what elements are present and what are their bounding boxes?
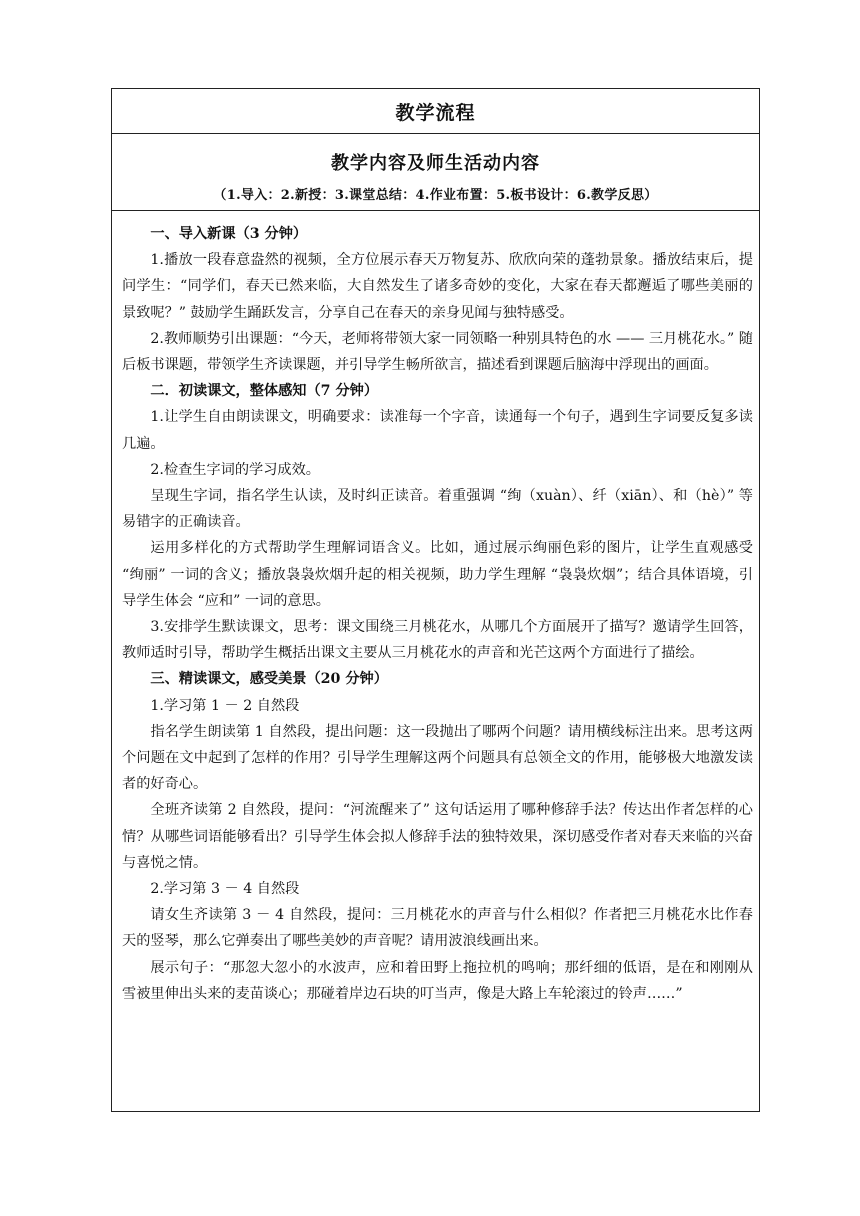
paragraph: 运用多样化的方式帮助学生理解词语含义。比如，通过展示绚丽色彩的图片，让学生直观感受 “绚丽” 一词的含义；播放袅袅炊烟升起的相关视频，助力学生理解 “袅袅炊烟”；结合具体语境，引导学生体会 “应和” 一词的意思。 <box>122 540 753 609</box>
paragraph: 1.播放一段春意盎然的视频，全方位展示春天万物复苏、欣欣向荣的蓬勃景象。播放结束后，提问学生：“同学们，春天已然来临，大自然发生了诸多奇妙的变化，大家在春天都邂逅了哪些美丽的景致呢？” 鼓励学生踊跃发言，分享自己在春天的亲身见闻与独特感受。 <box>122 252 753 321</box>
lesson-plan-table <box>111 88 760 1112</box>
section-heading: 二．初读课文，整体感知（7 分钟） <box>150 383 379 400</box>
paragraph: 1.学习第 1 － 2 自然段 <box>150 697 300 714</box>
content-header-row <box>112 134 759 211</box>
table-title-row <box>112 89 759 134</box>
table-title: 教学流程 <box>395 101 476 124</box>
paragraph: 2.学习第 3 － 4 自然段 <box>150 881 300 898</box>
paragraph: 2.教师顺势引出课题：“今天，老师将带领大家一同领略一种别具特色的水 —— 三月桃花水。” 随后板书课题，带领学生齐读课题，并引导学生畅所欲言，描述看到课题后脑海中浮现出的画面。 <box>122 330 753 374</box>
paragraph: 请女生齐读第 3 － 4 自然段，提问：三月桃花水的声音与什么相似？作者把三月桃花水比作春天的竖琴，那么它弹奏出了哪些美妙的声音呢？请用波浪线画出来。 <box>122 907 753 950</box>
content-header-title: 教学内容及师生活动内容 <box>331 153 540 174</box>
paragraph: 2.检查生字词的学习成效。 <box>150 461 320 478</box>
paragraph: 全班齐读第 2 自然段，提问：“河流醒来了” 这句话运用了哪种修辞手法？传达出作者怎样的心情？从哪些词语能够看出？引导学生体会拟人修辞手法的独特效果，深切感受作者对春天来临的兴奋与喜悦之情。 <box>122 802 753 871</box>
teaching-steps-list: （1.导入：2.新授：3.课堂总结：4.作业布置：5.板书设计：6.教学反思） <box>213 188 658 203</box>
paragraph: 指名学生朗读第 1 自然段，提出问题：这一段抛出了哪两个问题？请用横线标注出来。思考这两个问题在文中起到了怎样的作用？引导学生理解这两个问题具有总领全文的作用，能够极大地激发读者的好奇心。 <box>122 723 753 793</box>
paragraph: 1.让学生自由朗读课文，明确要求：读准每一个字音，读通每一个句子，遇到生字词要反复多读几遍。 <box>122 409 753 452</box>
paragraph: 3.安排学生默读课文，思考：课文围绕三月桃花水，从哪几个方面展开了描写？邀请学生回答，教师适时引导，帮助学生概括出课文主要从三月桃花水的声音和光芒这两个方面进行了描绘。 <box>122 619 753 662</box>
paragraph: 呈现生字词，指名学生认读，及时纠正读音。着重强调 “绚（xuàn）、纤（xiān）、和（hè）” 等易错字的正确读音。 <box>122 488 753 531</box>
section-heading: 一、导入新课（3 分钟） <box>150 226 308 242</box>
lesson-content <box>112 211 759 1007</box>
section-heading: 三、精读课文，感受美景（20 分钟） <box>150 671 388 688</box>
paragraph: 展示句子：“那忽大忽小的水波声，应和着田野上拖拉机的鸣响；那纤细的低语，是在和刚刚从雪被里伸出头来的麦苗谈心；那碰着岸边石块的叮当声，像是大路上车轮滚过的铃声……” <box>122 959 753 1002</box>
